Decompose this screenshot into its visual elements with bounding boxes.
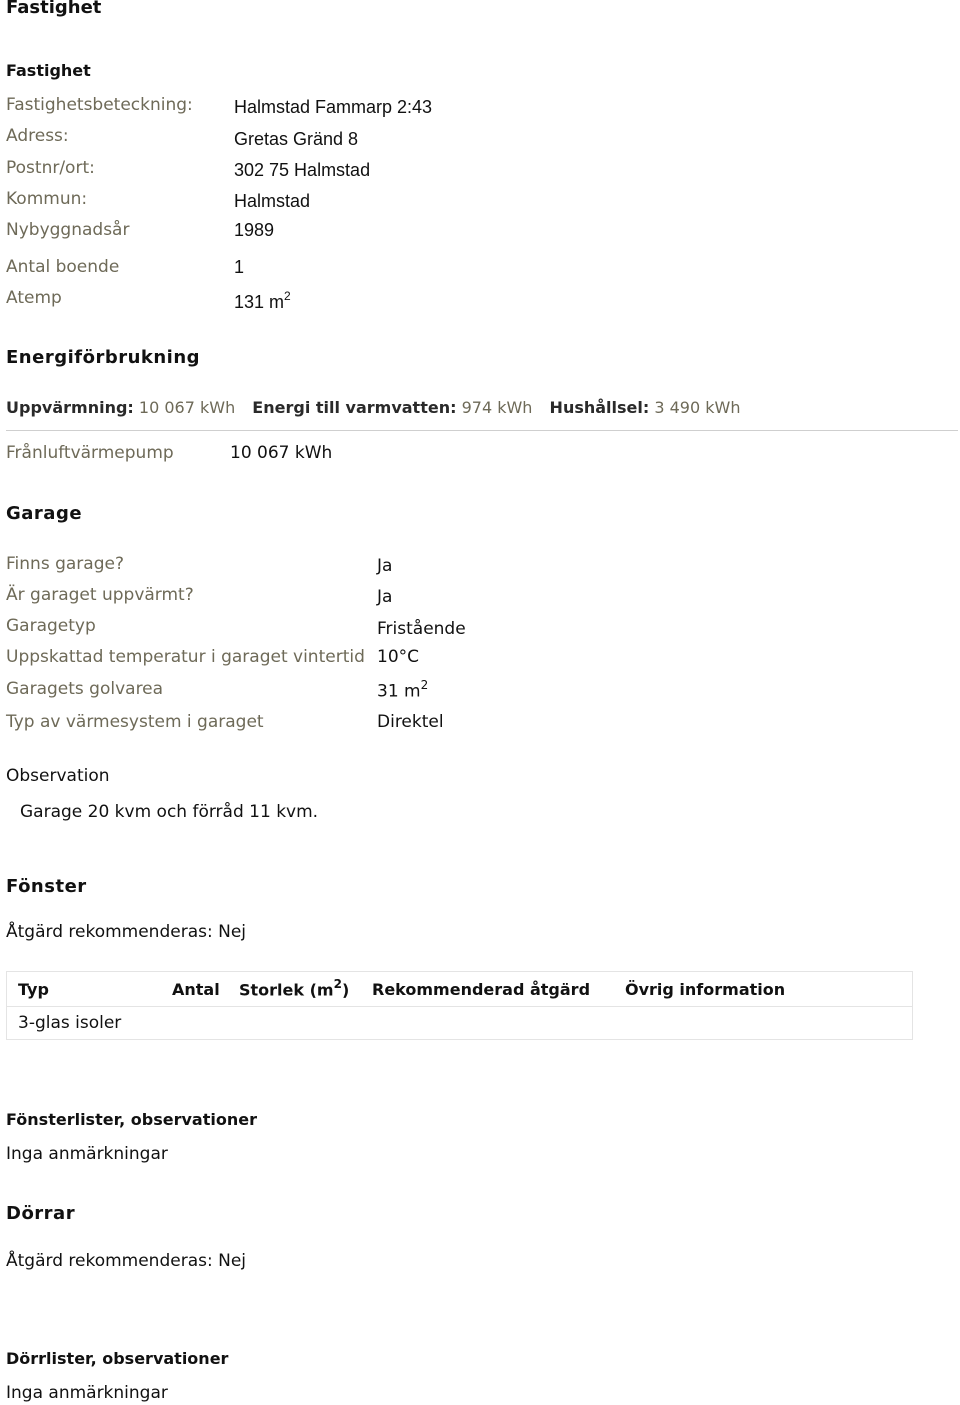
table-row <box>7 1007 913 1040</box>
col-storlek-text: Storlek (m <box>239 980 334 1000</box>
label-postnr-ort: Postnr/ort: <box>6 158 95 178</box>
door-strips-title: Dörrlister, observationer <box>6 1349 229 1368</box>
observation-label: Observation <box>6 766 110 786</box>
hotwater-value: 974 kWh <box>461 398 533 417</box>
household-value: 3 490 kWh <box>654 398 741 417</box>
value-garage-uppvarmt: Ja <box>377 587 393 607</box>
value-postnr-ort: 302 75 Halmstad <box>234 160 371 180</box>
col-info: Övrig information <box>625 972 913 1007</box>
cell-info <box>625 1007 913 1040</box>
value-nybyggnadsar: 1989 <box>234 220 275 240</box>
windows-title: Fönster <box>6 876 87 897</box>
garage-title: Garage <box>6 503 83 524</box>
cell-antal <box>172 1007 239 1040</box>
energy-title: Energiförbrukning <box>6 347 201 368</box>
doors-title: Dörrar <box>6 1203 76 1224</box>
windows-table-header <box>7 972 913 1007</box>
page-title: Fastighet <box>6 0 102 18</box>
value-temperatur: 10°C <box>377 647 420 667</box>
label-nybyggnadsar: Nybyggnadsår <box>6 220 130 240</box>
windows-action: Åtgärd rekommenderas: Nej <box>6 922 247 942</box>
col-storlek <box>239 972 372 1007</box>
value-garagetyp: Fristående <box>377 619 466 639</box>
window-strips-text: Inga anmärkningar <box>6 1144 168 1164</box>
door-strips-text: Inga anmärkningar <box>6 1383 168 1403</box>
col-antal: Antal <box>172 972 239 1007</box>
col-typ: Typ <box>7 972 173 1007</box>
label-temperatur: Uppskattad temperatur i garaget vintertid <box>6 647 365 667</box>
value-fastighetsbeteckning: Halmstad Fammarp 2:43 <box>234 97 433 117</box>
cell-atgard <box>372 1007 625 1040</box>
label-adress: Adress: <box>6 126 69 146</box>
value-finns-garage: Ja <box>377 556 393 576</box>
label-atemp: Atemp <box>6 288 62 308</box>
cell-storlek <box>239 1007 372 1040</box>
golvarea-number: 31 m <box>377 681 421 702</box>
col-storlek-close: ) <box>341 980 350 1000</box>
atemp-sup: 2 <box>284 289 291 303</box>
energy-summary <box>6 398 752 417</box>
property-subtitle: Fastighet <box>6 61 91 80</box>
hotwater-label: Energi till varmvatten: <box>252 398 457 417</box>
heating-value: 10 067 kWh <box>138 398 236 417</box>
value-atemp <box>234 290 291 313</box>
windows-table <box>6 971 913 1040</box>
golvarea-sup: 2 <box>420 678 429 692</box>
energy-divider <box>6 430 958 431</box>
energy-source-label: Frånluftvärmepump <box>6 443 174 463</box>
observation-text: Garage 20 kvm och förråd 11 kvm. <box>20 802 319 822</box>
household-label: Hushållsel: <box>549 398 650 417</box>
heating-label: Uppvärmning: <box>6 398 134 417</box>
value-varmesystem: Direktel <box>377 712 444 732</box>
label-garagetyp: Garagetyp <box>6 616 96 636</box>
value-adress: Gretas Gränd 8 <box>234 129 359 149</box>
label-antal-boende: Antal boende <box>6 257 120 277</box>
cell-typ: 3-glas isoler <box>7 1007 173 1040</box>
col-storlek-sup: 2 <box>333 977 342 992</box>
label-fastighetsbeteckning: Fastighetsbeteckning: <box>6 95 193 115</box>
value-kommun: Halmstad <box>234 191 311 211</box>
value-golvarea <box>377 679 428 702</box>
doors-action: Åtgärd rekommenderas: Nej <box>6 1251 247 1271</box>
label-kommun: Kommun: <box>6 189 88 209</box>
atemp-number: 131 m <box>234 292 285 312</box>
value-antal-boende: 1 <box>234 257 245 277</box>
energy-source-value: 10 067 kWh <box>230 443 333 463</box>
label-garage-uppvarmt: Är garaget uppvärmt? <box>6 585 194 605</box>
label-golvarea: Garagets golvarea <box>6 679 164 699</box>
col-atgard: Rekommenderad åtgärd <box>372 972 625 1007</box>
label-varmesystem: Typ av värmesystem i garaget <box>6 712 264 732</box>
window-strips-title: Fönsterlister, observationer <box>6 1110 257 1129</box>
label-finns-garage: Finns garage? <box>6 554 124 574</box>
